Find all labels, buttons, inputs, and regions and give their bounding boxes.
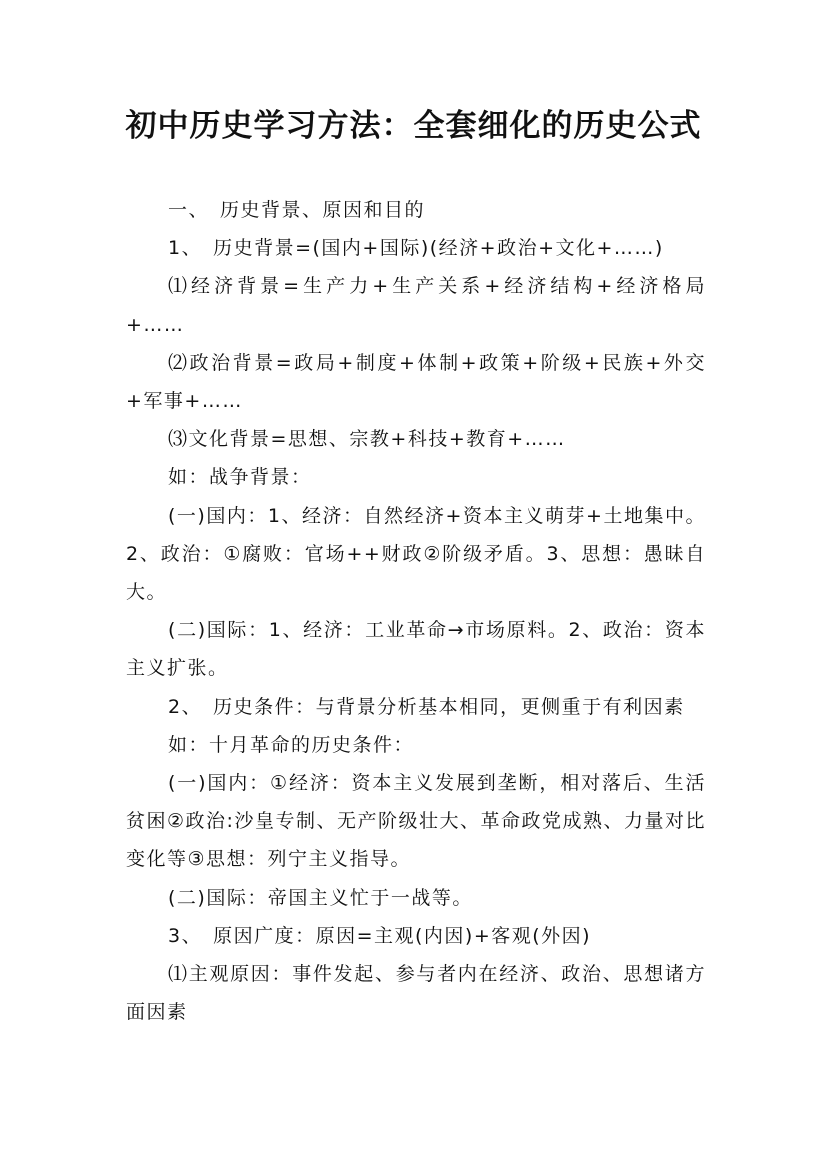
- paragraph: 2、 历史条件：与背景分析基本相同，更侧重于有利因素: [168, 695, 685, 718]
- paragraph: (二)国际：1、经济：工业革命→市场原料。2、政治：资本主义扩张。: [126, 619, 706, 680]
- paragraph: ⑴经济背景=生产力+生产关系+经济结构+经济格局+……: [126, 275, 706, 336]
- paragraph: ⑵政治背景=政局+制度+体制+政策+阶级+民族+外交+军事+……: [126, 351, 706, 413]
- paragraph: 1、 历史背景=(国内+国际)(经济+政治+文化+……): [168, 237, 664, 260]
- section-heading: 一、 历史背景、原因和目的: [168, 199, 426, 221]
- paragraph: ⑶文化背景=思想、宗教+科技+教育+……: [168, 428, 566, 451]
- paragraph: (一)国内：①经济：资本主义发展到垄断，相对落后、生活贫困②政治:沙皇专制、无产阶级壮大、革命政党成熟、力量对比变化等③思想：列宁主义指导。: [126, 772, 706, 871]
- paragraph: 如：战争背景：: [168, 466, 312, 489]
- paragraph: 如：十月革命的历史条件：: [168, 733, 415, 756]
- paragraph: (一)国内：1、经济：自然经济+资本主义萌芽+土地集中。2、政治：①腐败：官场++财政②阶级矛盾。3、思想：愚昧自大。: [126, 504, 706, 604]
- paragraph: 3、 原因广度：原因=主观(内因)+客观(外因): [168, 924, 592, 947]
- paragraph: ⑴主观原因：事件发起、参与者内在经济、政治、思想诸方面因素: [126, 963, 706, 1024]
- document-body: [126, 191, 706, 1031]
- document-title: 初中历史学习方法：全套细化的历史公式: [125, 108, 702, 144]
- paragraph: (二)国际：帝国主义忙于一战等。: [168, 886, 473, 909]
